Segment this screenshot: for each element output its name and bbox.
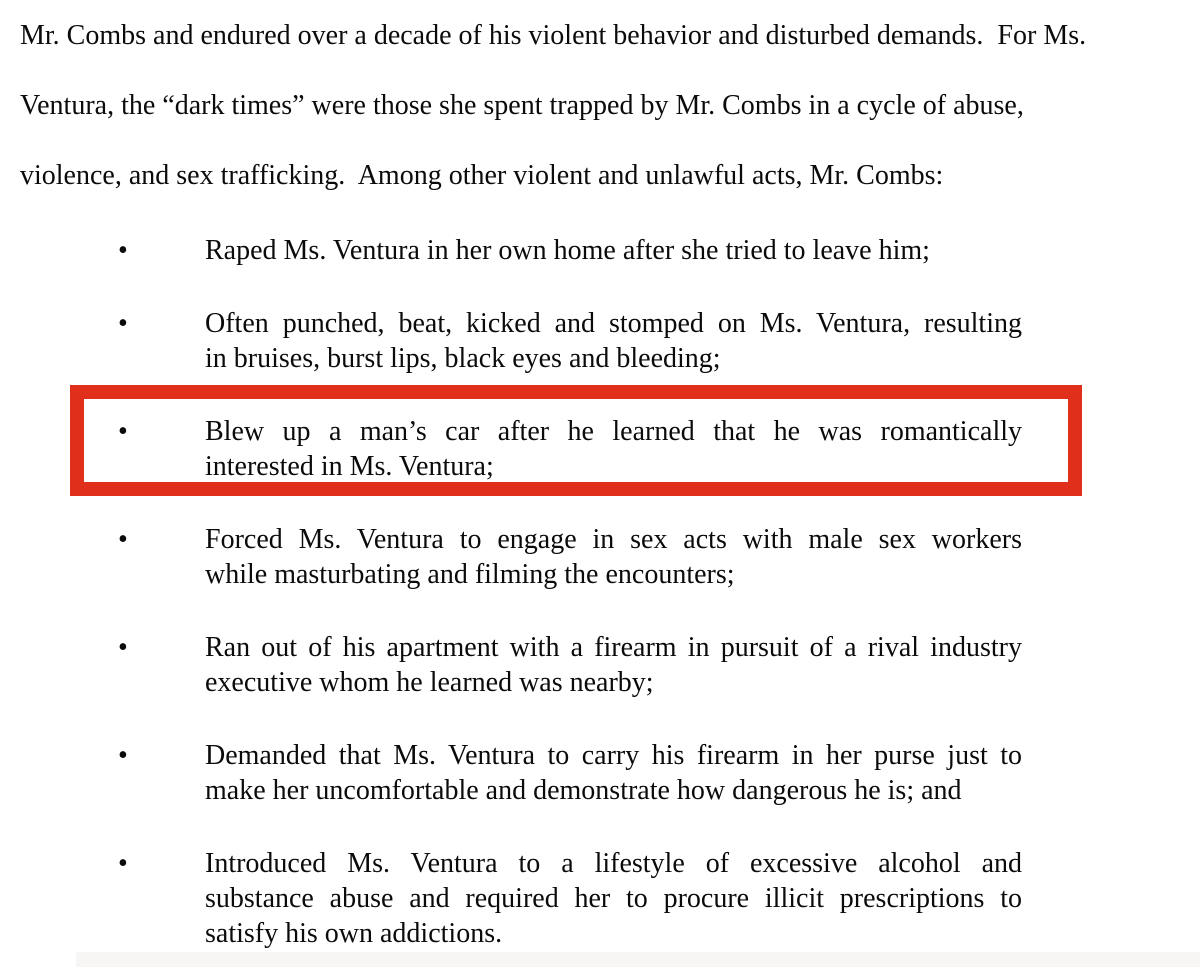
bullet-text-line: Introduced Ms. Ventura to a lifestyle of excessive alcohol and [205, 848, 1022, 879]
bullet-text-line: while masturbating and filming the encounters; [205, 559, 735, 590]
body-paragraph [0, 0, 1200, 228]
bullet-text-line: Blew up a man’s car after he learned that he was romantically [205, 416, 1022, 447]
bullet-marker-icon: • [118, 632, 128, 663]
bullet-item [118, 233, 1022, 268]
bullet-marker-icon: • [118, 740, 128, 771]
bullet-text-line: in bruises, burst lips, black eyes and bleeding; [205, 343, 721, 374]
bullet-text-line: Ran out of his apartment with a firearm in pursuit of a rival industry [205, 632, 1022, 663]
page-bottom-edge [76, 952, 1200, 967]
bullet-text-line: interested in Ms. Ventura; [205, 451, 494, 482]
paragraph-line: Mr. Combs and endured over a decade of his violent behavior and disturbed demands. For Ms. [20, 20, 1087, 51]
bullet-list [0, 233, 1200, 951]
bullet-text-line: Often punched, beat, kicked and stomped on Ms. Ventura, resulting [205, 308, 1022, 339]
bullet-text-line: executive whom he learned was nearby; [205, 667, 654, 698]
bullet-item [118, 846, 1022, 951]
bullet-text-line: Demanded that Ms. Ventura to carry his firearm in her purse just to [205, 740, 1022, 771]
bullet-text-line: Raped Ms. Ventura in her own home after she tried to leave him; [205, 235, 930, 266]
bullet-item [118, 306, 1022, 376]
bullet-text-line: make her uncomfortable and demonstrate how dangerous he is; and [205, 775, 962, 806]
paragraph-line: Ventura, the “dark times” were those she spent trapped by Mr. Combs in a cycle of abuse, [20, 90, 1024, 121]
bullet-marker-icon: • [118, 848, 128, 879]
paragraph-line: violence, and sex trafficking. Among other violent and unlawful acts, Mr. Combs: [20, 160, 944, 191]
bullet-text-line: satisfy his own addictions. [205, 918, 503, 949]
bullet-item [118, 414, 1022, 484]
bullet-text-line: substance abuse and required her to procure illicit prescriptions to [205, 883, 1022, 914]
bullet-marker-icon: • [118, 308, 128, 339]
bullet-item [118, 630, 1022, 700]
bullet-item [118, 738, 1022, 808]
bullet-item [118, 522, 1022, 592]
bullet-marker-icon: • [118, 524, 128, 555]
bullet-marker-icon: • [118, 235, 128, 266]
bullet-text-line: Forced Ms. Ventura to engage in sex acts with male sex workers [205, 524, 1022, 555]
bullet-marker-icon: • [118, 416, 128, 447]
